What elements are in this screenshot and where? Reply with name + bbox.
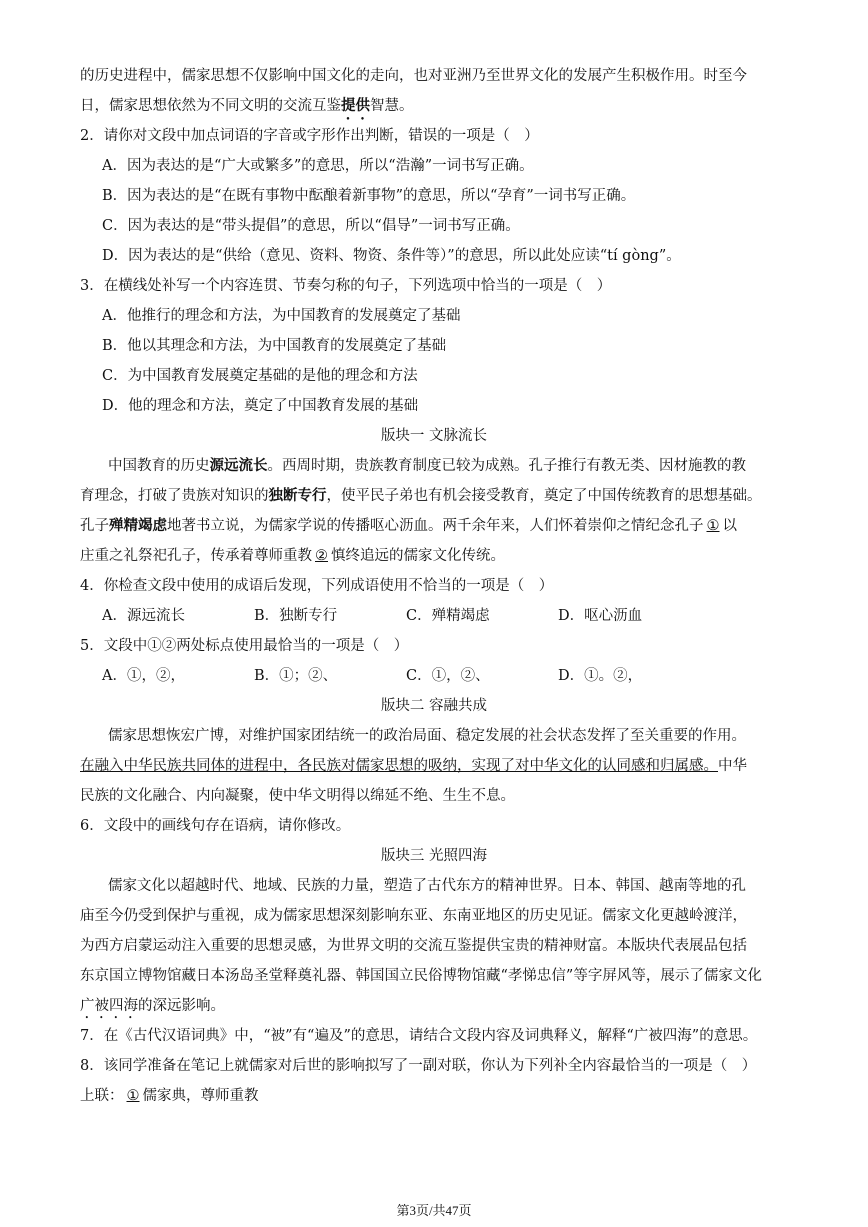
option-b: B．①；②、 [254, 668, 338, 684]
paragraph-line: 孔子殚精竭虑地著书立说，为儒家学说的传播呕心沥血。两千余年来，人们怀着崇仰之情纪念孔子 ① 以 [80, 517, 737, 534]
page-number: 第3页/共47页 [396, 1203, 472, 1218]
option-d: D．①。②， [558, 668, 643, 684]
options-row [102, 666, 790, 686]
bold-idiom: 源远流长 [209, 457, 268, 474]
option-c: C．为中国教育发展奠定基础的是他的理念和方法 [102, 368, 418, 384]
paragraph-line: 广被四海的深远影响。 [80, 998, 225, 1014]
paragraph-line: 中国教育的历史源远流长。西周时期，贵族教育制度已较为成熟。孔子推行有教无类、因材施教的教 [108, 457, 746, 474]
section-title: 版块二 容融共成 [380, 698, 488, 714]
option-c: C．殚精竭虑 [406, 608, 490, 624]
option-d: D．他的理念和方法，奠定了中国教育发展的基础 [102, 398, 419, 414]
question-stem: 8．该同学准备在笔记上就儒家对后世的影响拟写了一副对联，你认为下列补全内容最恰当的一项是（ ） [80, 1058, 757, 1074]
blank-couplet-1: ① [126, 1088, 140, 1104]
option-c: C．因为表达的是“带头提倡”的意思，所以“倡导”一词书写正确。 [102, 218, 520, 234]
option-d: D．呕心沥血 [558, 608, 643, 624]
paragraph-line: 民族的文化融合、内向凝聚，使中华文明得以绵延不绝、生生不息。 [80, 788, 515, 804]
paragraph-line: 东京国立博物馆藏日本汤岛圣堂释奠礼器、韩国国立民俗博物馆藏“孝悌忠信”等字屏风等，展示了儒家文化 [80, 968, 762, 984]
paragraph-line: 在融入中华民族共同体的进程中，各民族对儒家思想的吸纳，实现了对中华文化的认同感和归属感。中华 [80, 758, 747, 774]
question-stem: 7．在《古代汉语词典》中，“被”有“遍及”的意思，请结合文段内容及词典释义，解释“广被四海”的意思。 [80, 1028, 758, 1044]
paragraph-line: 儒家思想恢宏广博，对维护国家团结统一的政治局面、稳定发展的社会状态发挥了至关重要的作用。 [108, 728, 746, 744]
underlined-sentence: 在融入中华民族共同体的进程中，各民族对儒家思想的吸纳，实现了对中华文化的认同感和归属感。 [80, 758, 718, 774]
blank-2: ② [315, 548, 328, 564]
option-a: A．因为表达的是“广大或繁多”的意思，所以“浩瀚”一词书写正确。 [102, 158, 534, 174]
question-stem: 4．你检查文段中使用的成语后发现，下列成语使用不恰当的一项是（ ） [80, 578, 554, 594]
paragraph-line: 庙至今仍受到保护与重视，成为儒家思想深刻影响东亚、东南亚地区的历史见证。儒家文化更越岭渡洋， [80, 908, 747, 924]
options-row [102, 606, 790, 626]
passage-line: 的历史进程中，儒家思想不仅影响中国文化的走向，也对亚洲乃至世界文化的发展产生积极作用。时至今 [80, 68, 747, 84]
question-stem: 3．在横线处补写一个内容连贯、节奏匀称的句子，下列选项中恰当的一项是（ ） [80, 278, 612, 294]
question-stem: 2．请你对文段中加点词语的字音或字形作出判断，错误的一项是（ ） [80, 128, 539, 144]
option-d: D．因为表达的是“供给（意见、资料、物资、条件等）”的意思，所以此处应读“tí gòng”。 [102, 248, 681, 264]
option-b: B．他以其理念和方法，为中国教育的发展奠定了基础 [102, 338, 447, 354]
option-a: A．源远流长 [102, 608, 185, 624]
dotted-word: 提供 [341, 97, 370, 114]
section-title: 版块三 光照四海 [380, 848, 488, 864]
bold-idiom: 独断专行 [268, 487, 327, 504]
section-title: 版块一 文脉流长 [380, 428, 488, 444]
option-a: A．他推行的理念和方法，为中国教育的发展奠定了基础 [102, 308, 461, 324]
question-stem: 6．文段中的画线句存在语病，请你修改。 [80, 818, 351, 834]
paragraph-line: 儒家文化以超越时代、地域、民族的力量，塑造了古代东方的精神世界。日本、韩国、越南等地的孔 [108, 878, 746, 894]
blank-1: ① [706, 518, 720, 534]
option-a: A．①，②， [102, 668, 185, 684]
paragraph-line: 庄重之礼祭祀孔子，传承着尊师重教 ② 慎终追远的儒家文化传统。 [80, 548, 505, 564]
question-stem: 5．文段中①②两处标点使用最恰当的一项是（ ） [80, 638, 409, 654]
dotted-phrase: 广被四海 [80, 998, 138, 1014]
paragraph-line: 为西方启蒙运动注入重要的思想灵感，为世界文明的交流互鉴提供宝贵的精神财富。本版块代表展品包括 [80, 938, 747, 954]
option-b: B．独断专行 [254, 608, 338, 624]
couplet-upper: 上联： ① 儒家典，尊师重教 [80, 1088, 259, 1104]
option-b: B．因为表达的是“在既有事物中酝酿着新事物”的意思，所以“孕育”一词书写正确。 [102, 188, 636, 204]
bold-idiom: 殚精竭虑 [109, 517, 167, 534]
option-c: C．①，②、 [406, 668, 490, 684]
passage-line: 日，儒家思想依然为不同文明的交流互鉴提供智慧。 [80, 97, 414, 114]
paragraph-line: 育理念，打破了贵族对知识的独断专行，使平民子弟也有机会接受教育，奠定了中国传统教育的思想基础。 [80, 487, 762, 504]
